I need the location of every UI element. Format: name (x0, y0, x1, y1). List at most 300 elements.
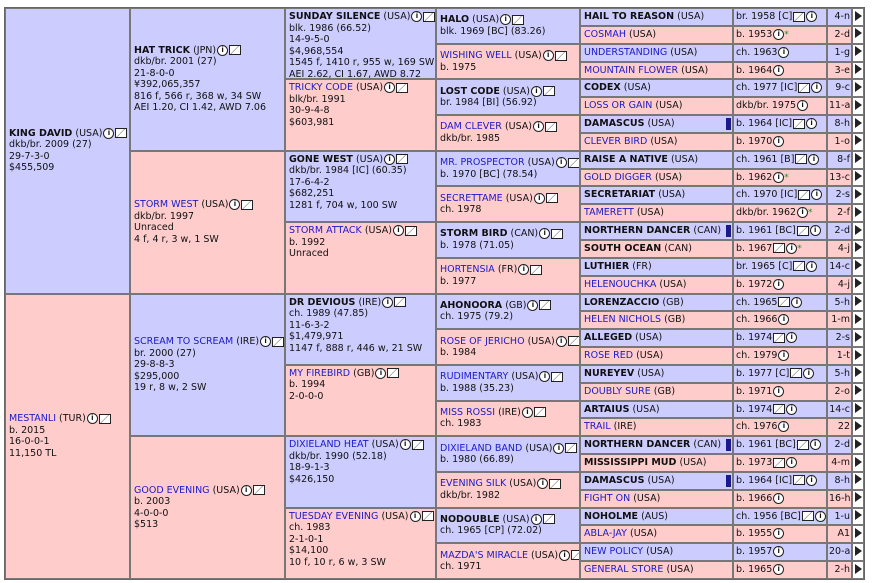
email-icon[interactable] (543, 86, 555, 96)
family-code: 2-d (834, 225, 850, 237)
expand-arrow-button[interactable] (852, 26, 864, 44)
expand-arrow-button[interactable] (852, 311, 864, 329)
country-code: (USA) (531, 549, 559, 561)
ancestor-name-cell (580, 169, 733, 187)
horse-name-link[interactable]: COSMAH (584, 28, 626, 40)
horse-name-line (134, 199, 281, 211)
info-icon[interactable]: i (241, 485, 252, 496)
horse-detail-line: 17-6-4-2 (289, 176, 330, 188)
info-icon[interactable]: i (556, 157, 567, 168)
info-icon[interactable]: i (500, 14, 511, 25)
horse-name-link[interactable]: SECRETTAME (440, 192, 503, 204)
email-icon[interactable] (115, 128, 127, 138)
info-icon[interactable]: i (229, 199, 240, 210)
expand-arrow-button[interactable] (852, 8, 864, 26)
info-icon[interactable]: i (382, 297, 393, 308)
horse-name-link[interactable]: ROSE RED (584, 350, 634, 362)
horse-detail-line: dkb/br. 2009 (27) (9, 139, 92, 151)
email-icon[interactable] (405, 226, 417, 236)
email-icon[interactable] (571, 550, 580, 560)
family-code-cell (827, 311, 852, 329)
country-code: (USA) (647, 118, 675, 130)
ancestor-cell (436, 436, 580, 472)
email-icon[interactable] (253, 485, 265, 495)
info-icon[interactable]: i (778, 421, 789, 432)
horse-name-link[interactable]: ABLA-JAY (584, 528, 627, 540)
horse-name-link[interactable]: GONE WEST (289, 153, 353, 165)
family-code-cell (827, 401, 852, 419)
info-icon[interactable]: i (773, 546, 784, 557)
expand-arrow-button[interactable] (852, 186, 864, 204)
horse-name-link[interactable]: NORTHERN DANCER (584, 225, 691, 237)
email-icon[interactable] (412, 440, 424, 450)
horse-name-link[interactable]: LUTHIER (584, 260, 630, 272)
expand-arrow-button[interactable] (852, 508, 864, 526)
info-icon[interactable]: i (384, 82, 395, 93)
info-icon[interactable]: i (533, 121, 544, 132)
info-icon[interactable]: i (522, 407, 533, 418)
family-code: 8-f (837, 153, 850, 165)
ancestor-info-cell (733, 8, 827, 26)
email-icon[interactable] (423, 12, 435, 22)
country-code: (CAN) (664, 242, 692, 254)
horse-name-link[interactable]: KING DAVID (9, 127, 73, 139)
expand-arrow-icon (855, 82, 862, 92)
info-icon[interactable]: i (559, 550, 570, 561)
expand-arrow-button[interactable] (852, 97, 864, 115)
info-icon[interactable]: i (539, 228, 550, 239)
info-icon[interactable]: i (791, 297, 802, 308)
email-icon[interactable] (773, 243, 785, 253)
horse-name-line (440, 86, 576, 98)
info-icon[interactable]: i (410, 511, 421, 522)
horse-name-link[interactable]: NODOUBLE (440, 513, 500, 525)
info-icon[interactable]: i (778, 314, 789, 325)
horse-name-link[interactable]: MESTANLI (9, 413, 56, 425)
family-code-cell (827, 383, 852, 401)
country-code: (USA) (679, 457, 707, 469)
email-icon[interactable] (790, 368, 802, 378)
info-icon[interactable]: i (537, 478, 548, 489)
horse-name-link[interactable]: DIXIELAND HEAT (289, 439, 369, 451)
horse-name-link[interactable]: ARTAIUS (584, 403, 630, 415)
horse-detail-line: 2-0-0-0 (289, 390, 324, 402)
expand-arrow-button[interactable] (852, 169, 864, 187)
family-code-cell (827, 8, 852, 26)
horse-name-link[interactable]: AHONOORA (440, 299, 503, 311)
horse-name-link[interactable]: HALO (440, 14, 470, 26)
info-icon[interactable]: i (527, 300, 538, 311)
family-code-cell (827, 276, 852, 294)
email-icon[interactable] (793, 261, 805, 271)
email-icon[interactable] (793, 12, 805, 22)
family-code-cell (827, 561, 852, 579)
horse-detail-line: Unraced (289, 248, 329, 260)
horse-name-link[interactable]: ROSE OF JERICHO (440, 335, 525, 347)
email-icon[interactable] (229, 45, 241, 55)
horse-name-link[interactable]: NUREYEV (584, 367, 635, 379)
expand-arrow-button[interactable] (852, 418, 864, 436)
info-icon[interactable]: i (539, 371, 550, 382)
horse-detail-line: 21-8-0-0 (134, 67, 175, 79)
info-icon[interactable]: i (778, 47, 789, 58)
info-icon[interactable]: i (808, 154, 819, 165)
email-icon[interactable] (387, 368, 399, 378)
info-icon[interactable]: i (87, 413, 98, 424)
horse-name-link[interactable]: RAISE A NATIVE (584, 153, 668, 165)
email-icon[interactable] (555, 51, 567, 61)
family-code: 4-n (834, 11, 850, 22)
info-icon[interactable]: i (806, 475, 817, 486)
horse-name-link[interactable]: NORTHERN DANCER (584, 439, 691, 451)
horse-name-link[interactable]: MOUNTAIN FLOWER (584, 64, 679, 76)
horse-detail-line: b. 1965 (736, 564, 773, 576)
horse-name-link[interactable]: NEW POLICY (584, 546, 644, 558)
horse-name-link[interactable]: SCREAM TO SCREAM (134, 336, 234, 348)
country-code: (USA) (636, 350, 664, 362)
horse-name-link[interactable]: DAMASCUS (584, 474, 645, 486)
email-icon[interactable] (396, 154, 408, 164)
ancestor-cell (130, 8, 285, 151)
horse-detail-line: b. 1978 (71.05) (440, 239, 514, 251)
family-code: 22 (837, 421, 850, 433)
email-icon[interactable] (795, 154, 807, 164)
horse-detail-line: b. 1961 [BC] (736, 439, 796, 451)
info-icon[interactable]: i (411, 11, 422, 22)
ancestor-cell (436, 258, 580, 294)
email-icon[interactable] (568, 158, 580, 168)
expand-arrow-button[interactable] (852, 454, 864, 472)
horse-name-link[interactable]: DAMASCUS (584, 118, 645, 130)
info-icon[interactable]: i (773, 279, 784, 290)
expand-arrow-button[interactable] (852, 79, 864, 97)
expand-arrow-button[interactable] (852, 258, 864, 276)
family-code: 4-j (837, 278, 850, 290)
family-code: 2-h (834, 564, 850, 576)
horse-name-line (440, 336, 576, 348)
family-code-cell (827, 543, 852, 561)
info-icon[interactable]: i (810, 439, 821, 450)
horse-name-link[interactable]: HELENOUCHKA (584, 278, 657, 290)
expand-arrow-button[interactable] (852, 525, 864, 543)
family-code-cell (827, 151, 852, 169)
horse-name-link[interactable]: SOUTH OCEAN (584, 242, 662, 254)
horse-detail-line: b. 1964 [IC] (736, 118, 793, 130)
expand-arrow-button[interactable] (852, 133, 864, 151)
horse-name-line (289, 297, 432, 309)
email-icon[interactable] (512, 15, 524, 25)
horse-name-link[interactable]: HORTENSIA (440, 264, 495, 276)
expand-arrow-button[interactable] (852, 561, 864, 579)
horse-name-link[interactable]: TRAIL (584, 421, 611, 433)
country-code: (CAN) (693, 225, 722, 237)
horse-name-link[interactable]: GOLD DIGGER (584, 171, 652, 183)
ancestor-info-cell (733, 169, 827, 187)
email-icon[interactable] (793, 475, 805, 485)
horse-name-link[interactable]: LOST CODE (440, 85, 500, 97)
info-icon[interactable]: i (556, 336, 567, 347)
horse-name-link[interactable]: NOHOLME (584, 510, 639, 522)
horse-name-link[interactable]: HAT TRICK (134, 44, 191, 56)
info-icon[interactable]: i (773, 136, 784, 147)
horse-detail-line: ch. 1956 [BC] (736, 510, 801, 522)
horse-name-line (134, 485, 281, 497)
ancestor-info-cell (733, 383, 827, 401)
email-icon[interactable] (99, 414, 111, 424)
info-icon[interactable]: i (217, 45, 228, 56)
ancestor-info-cell (733, 222, 827, 240)
info-icon[interactable]: i (531, 514, 542, 525)
horse-name-line (289, 368, 432, 380)
horse-name-link[interactable]: RUDIMENTARY (440, 371, 509, 383)
info-icon[interactable]: i (103, 128, 114, 139)
email-icon[interactable] (422, 511, 434, 521)
family-code: 9-c (835, 82, 850, 94)
horse-name-link[interactable]: LORENZACCIO (584, 296, 660, 308)
family-code: 1-m (831, 314, 850, 326)
country-code: (USA) (654, 171, 683, 183)
family-marker (726, 118, 731, 130)
email-icon[interactable] (530, 265, 542, 275)
country-code: (USA) (472, 14, 500, 26)
email-icon[interactable] (551, 229, 563, 239)
horse-name-link[interactable]: DIXIELAND BAND (440, 442, 523, 454)
country-code: (USA) (504, 121, 533, 133)
horse-detail-line: $295,000 (134, 370, 180, 382)
email-icon[interactable] (773, 333, 785, 343)
info-icon[interactable]: i (786, 243, 797, 254)
info-icon[interactable]: i (797, 100, 808, 111)
email-icon[interactable] (565, 443, 577, 453)
ancestor-name-cell (580, 62, 733, 80)
info-icon[interactable]: i (375, 368, 386, 379)
horse-detail-line: br. 2000 (27) (134, 347, 196, 359)
expand-arrow-button[interactable] (852, 294, 864, 312)
email-icon[interactable] (802, 511, 814, 521)
horse-name-link[interactable]: MISS ROSSI (440, 406, 496, 418)
horse-detail-line: $455,509 (9, 162, 55, 174)
horse-name-link[interactable]: ALLEGED (584, 332, 633, 344)
country-code: (USA) (212, 484, 240, 496)
email-icon[interactable] (396, 83, 408, 93)
horse-name-link[interactable]: SECRETARIAT (584, 189, 656, 201)
expand-arrow-button[interactable] (852, 204, 864, 222)
email-icon[interactable] (394, 297, 406, 307)
info-icon[interactable]: i (811, 189, 822, 200)
info-icon[interactable]: i (773, 29, 784, 40)
family-code-cell (827, 525, 852, 543)
info-icon[interactable]: i (773, 564, 784, 575)
info-icon[interactable]: i (797, 207, 808, 218)
horse-name-link[interactable]: STORM BIRD (440, 228, 508, 240)
info-icon[interactable]: i (773, 493, 784, 504)
star-icon: * (808, 208, 813, 219)
horse-name-link[interactable]: MR. PROSPECTOR (440, 157, 525, 169)
ancestor-info-cell (733, 472, 827, 490)
expand-arrow-button[interactable] (852, 383, 864, 401)
expand-arrow-button[interactable] (852, 329, 864, 347)
info-icon[interactable]: i (811, 82, 822, 93)
info-icon[interactable]: i (531, 86, 542, 97)
expand-arrow-button[interactable] (852, 240, 864, 258)
country-code: (USA) (75, 127, 103, 139)
country-code: (USA) (681, 64, 709, 76)
email-icon[interactable] (534, 407, 546, 417)
horse-name-link[interactable]: STORM WEST (134, 199, 199, 211)
info-icon[interactable]: i (778, 350, 789, 361)
horse-name-line (440, 407, 576, 419)
expand-arrow-button[interactable] (852, 222, 864, 240)
family-code: 2-d (834, 439, 850, 451)
country-code: (USA) (502, 513, 530, 525)
email-icon[interactable] (543, 514, 555, 524)
country-code: (JPN) (193, 44, 217, 56)
email-icon[interactable] (539, 300, 551, 310)
expand-arrow-button[interactable] (852, 44, 864, 62)
horse-name-link[interactable]: HAIL TO REASON (584, 11, 675, 22)
horse-detail-line: b. 1974 (736, 332, 773, 344)
email-icon[interactable] (793, 119, 805, 129)
ancestor-name-cell (580, 8, 733, 26)
expand-arrow-button[interactable] (852, 472, 864, 490)
horse-name-link[interactable]: MAZDA'S MIRACLE (440, 549, 528, 561)
email-icon[interactable] (568, 336, 580, 346)
expand-arrow-icon (855, 528, 862, 538)
horse-name-link[interactable]: GOOD EVENING (134, 484, 210, 496)
info-icon[interactable]: i (786, 457, 797, 468)
expand-arrow-button[interactable] (852, 490, 864, 508)
info-icon[interactable]: i (260, 336, 271, 347)
horse-name-link[interactable]: LOSS OR GAIN (584, 100, 653, 112)
info-icon[interactable]: i (384, 154, 395, 165)
email-icon[interactable] (773, 404, 785, 414)
info-icon[interactable]: i (815, 511, 826, 522)
email-icon[interactable] (798, 83, 810, 93)
email-icon[interactable] (241, 200, 253, 210)
email-icon[interactable] (773, 458, 785, 468)
horse-detail-line: $1,479,971 (289, 331, 344, 342)
info-icon[interactable]: i (534, 193, 545, 204)
horse-name-link[interactable]: DR DEVIOUS (289, 296, 356, 308)
horse-name-link[interactable]: STORM ATTACK (289, 225, 362, 237)
info-icon[interactable]: i (543, 50, 554, 61)
family-code-cell (827, 472, 852, 490)
horse-name-link[interactable]: HELEN NICHOLS (584, 314, 662, 326)
horse-detail-line: $513 (134, 519, 159, 531)
horse-detail-line: b. 1992 (289, 236, 326, 248)
country-code: (AUS) (641, 510, 668, 522)
ancestor-info-cell (733, 115, 827, 133)
info-icon[interactable]: i (803, 368, 814, 379)
horse-name-link[interactable]: GENERAL STORE (584, 564, 664, 576)
info-icon[interactable]: i (773, 172, 784, 183)
info-icon[interactable]: i (400, 439, 411, 450)
info-icon[interactable]: i (786, 404, 797, 415)
expand-arrow-icon (855, 225, 862, 235)
email-icon[interactable] (546, 193, 558, 203)
info-icon[interactable]: i (773, 65, 784, 76)
horse-name-link[interactable]: MISSISSIPPI MUD (584, 457, 677, 469)
expand-arrow-button[interactable] (852, 347, 864, 365)
ancestor-info-cell (733, 490, 827, 508)
horse-name-link[interactable]: TAMERETT (584, 207, 634, 219)
horse-name-line (440, 157, 576, 169)
family-code: 4-j (837, 242, 850, 254)
info-icon[interactable]: i (518, 264, 529, 275)
horse-name-link[interactable]: DAM CLEVER (440, 121, 502, 133)
expand-arrow-button[interactable] (852, 365, 864, 383)
info-icon[interactable]: i (810, 225, 821, 236)
horse-name-link[interactable]: FIGHT ON (584, 492, 631, 504)
horse-name-line (440, 371, 576, 383)
country-code: (USA) (637, 367, 665, 379)
expand-arrow-button[interactable] (852, 543, 864, 561)
horse-detail-line: b. 1988 (35.23) (440, 382, 514, 394)
email-icon[interactable] (549, 479, 561, 489)
star-icon: * (784, 29, 789, 40)
info-icon[interactable]: i (393, 225, 404, 236)
horse-detail-line: ch. 1983 (440, 418, 482, 430)
expand-arrow-icon (855, 421, 862, 431)
ancestor-name-cell (580, 329, 733, 347)
email-icon[interactable] (797, 440, 809, 450)
info-icon[interactable]: i (806, 118, 817, 129)
horse-name-link[interactable]: MY FIREBIRD (289, 367, 351, 379)
expand-arrow-button[interactable] (852, 401, 864, 419)
family-code: 2-s (835, 332, 850, 344)
family-code-cell (827, 240, 852, 258)
expand-arrow-button[interactable] (852, 436, 864, 454)
info-icon[interactable]: i (773, 386, 784, 397)
horse-name-link[interactable]: TUESDAY EVENING (289, 510, 379, 522)
expand-arrow-icon (855, 439, 862, 449)
info-icon[interactable]: i (786, 332, 797, 343)
horse-name-link[interactable]: WISHING WELL (440, 50, 512, 62)
horse-detail-line: dkb/br. 2001 (27) (134, 56, 217, 68)
horse-name-link[interactable]: CLEVER BIRD (584, 135, 648, 147)
email-icon[interactable] (778, 297, 790, 307)
horse-name-link[interactable]: DOUBLY SURE (584, 385, 651, 397)
info-icon[interactable]: i (806, 11, 817, 22)
email-icon[interactable] (272, 337, 284, 347)
horse-detail-line: br. 1958 [C] (736, 11, 793, 22)
email-icon[interactable] (551, 372, 563, 382)
email-icon[interactable] (797, 226, 809, 236)
horse-name-link[interactable]: TRICKY CODE (289, 82, 353, 94)
expand-arrow-icon (855, 189, 862, 199)
email-icon[interactable] (798, 190, 810, 200)
horse-name-link[interactable]: EVENING SILK (440, 478, 507, 490)
horse-name-link[interactable]: CODEX (584, 82, 621, 94)
expand-arrow-button[interactable] (852, 151, 864, 169)
horse-name-line (440, 50, 576, 62)
family-code-cell (827, 454, 852, 472)
horse-detail-line: blk/br. 1991 (289, 93, 346, 105)
expand-arrow-button[interactable] (852, 115, 864, 133)
expand-arrow-button[interactable] (852, 276, 864, 294)
info-icon[interactable]: i (553, 443, 564, 454)
info-icon[interactable]: i (773, 528, 784, 539)
horse-name-link[interactable]: UNDERSTANDING (584, 46, 668, 58)
info-icon[interactable]: i (806, 261, 817, 272)
expand-arrow-button[interactable] (852, 62, 864, 80)
email-icon[interactable] (545, 122, 557, 132)
ancestor-name-cell (580, 490, 733, 508)
country-code: (USA) (525, 442, 553, 454)
family-code-cell (827, 329, 852, 347)
family-code-cell (827, 62, 852, 80)
horse-name-link[interactable]: SUNDAY SILENCE (289, 11, 381, 22)
